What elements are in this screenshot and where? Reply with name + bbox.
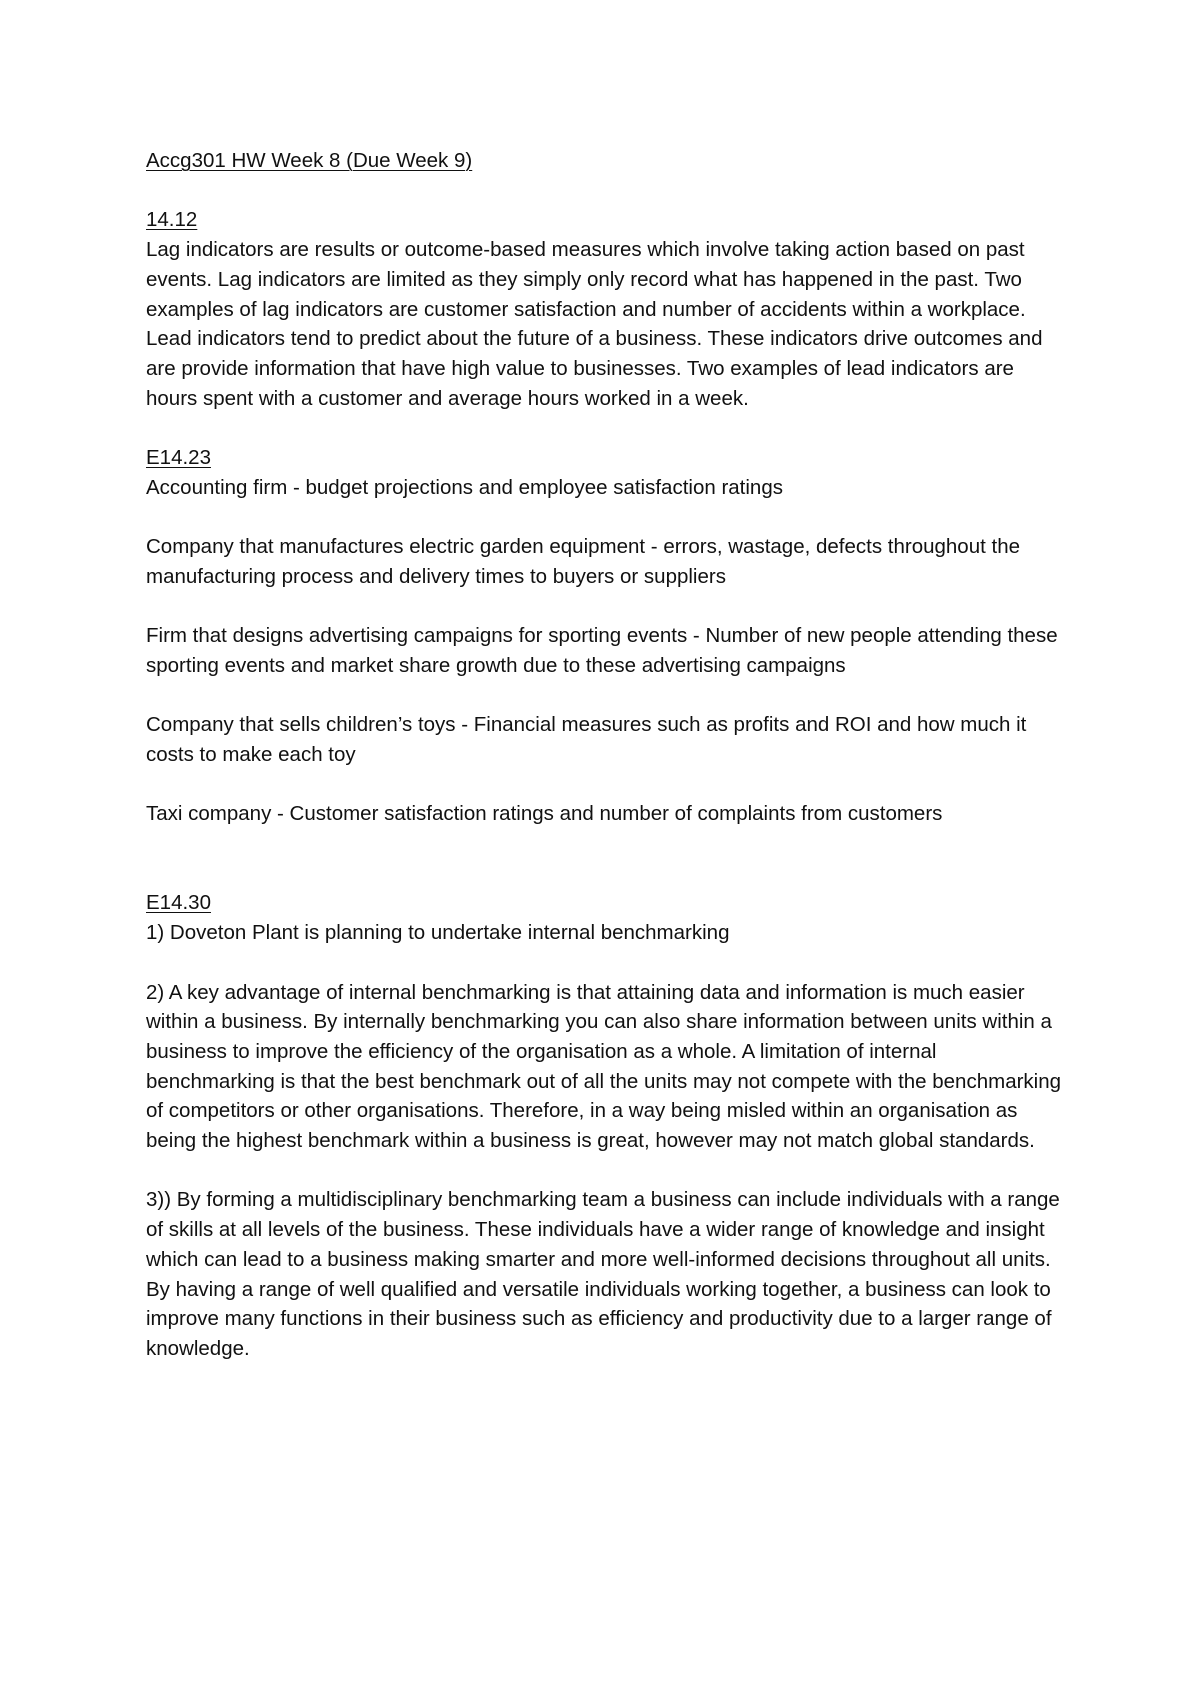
document-body (146, 146, 1066, 1364)
e14-23-item-accounting-firm: Accounting firm - budget projections and employee satisfaction ratings (146, 475, 783, 499)
e14-23-item-garden-equipment: Company that manufactures electric garden equipment - errors, wastage, defects throughout the manufacturing process and delivery times to buyers or suppliers (146, 535, 1021, 588)
e14-30-answer-1: 1) Doveton Plant is planning to undertake internal benchmarking (146, 921, 730, 945)
e14-23-item-taxi-company: Taxi company - Customer satisfaction ratings and number of complaints from customers (146, 802, 943, 826)
e14-23-item-toy-company: Company that sells children’s toys - Financial measures such as profits and ROI and how much it costs to make each toy (146, 713, 1027, 766)
section-heading-e14-30: E14.30 (146, 891, 211, 915)
e14-30-answer-2: 2) A key advantage of internal benchmarking is that attaining data and information is much easier within a business. By internally benchmarking you can also share information between units within a business to improve the efficiency of the organisation as a whole. A limitation of internal benchmarking is that the best benchmark out of all the units may not compete with the benchmarking of competitors or other organisations. Therefore, in a way being misled within an organisation as being the highest benchmark within a business is great, however may not match global standards. (146, 980, 1062, 1153)
section-body-14-12: Lag indicators are results or outcome-based measures which involve taking action based on past events. Lag indicators are limited as they simply only record what has happened in the past. Two examples of lag indicators are customer satisfaction and number of accidents within a workplace. Lead indicators tend to predict about the future of a business. These indicators drive outcomes and are provide information that have high value to businesses. Two examples of lead indicators are hours spent with a customer and average hours worked in a week. (146, 238, 1043, 410)
e14-23-item-advertising-firm: Firm that designs advertising campaigns for sporting events - Number of new people attending these sporting events and market share growth due to these advertising campaigns (146, 624, 1058, 677)
document-title: Accg301 HW Week 8 (Due Week 9) (146, 149, 473, 172)
section-heading-14-12: 14.12 (146, 208, 198, 232)
section-heading-e14-23: E14.23 (146, 446, 211, 469)
e14-30-answer-3: 3)) By forming a multidisciplinary benchmarking team a business can include individuals with a range of skills at all levels of the business. These individuals have a wider range of knowledge and insight which can lead to a business making smarter and more well-informed decisions throughout all units. By having a range of well qualified and versatile individuals working together, a business can look to improve many functions in their business such as efficiency and productivity due to a larger range of knowledge. (146, 1188, 1060, 1360)
